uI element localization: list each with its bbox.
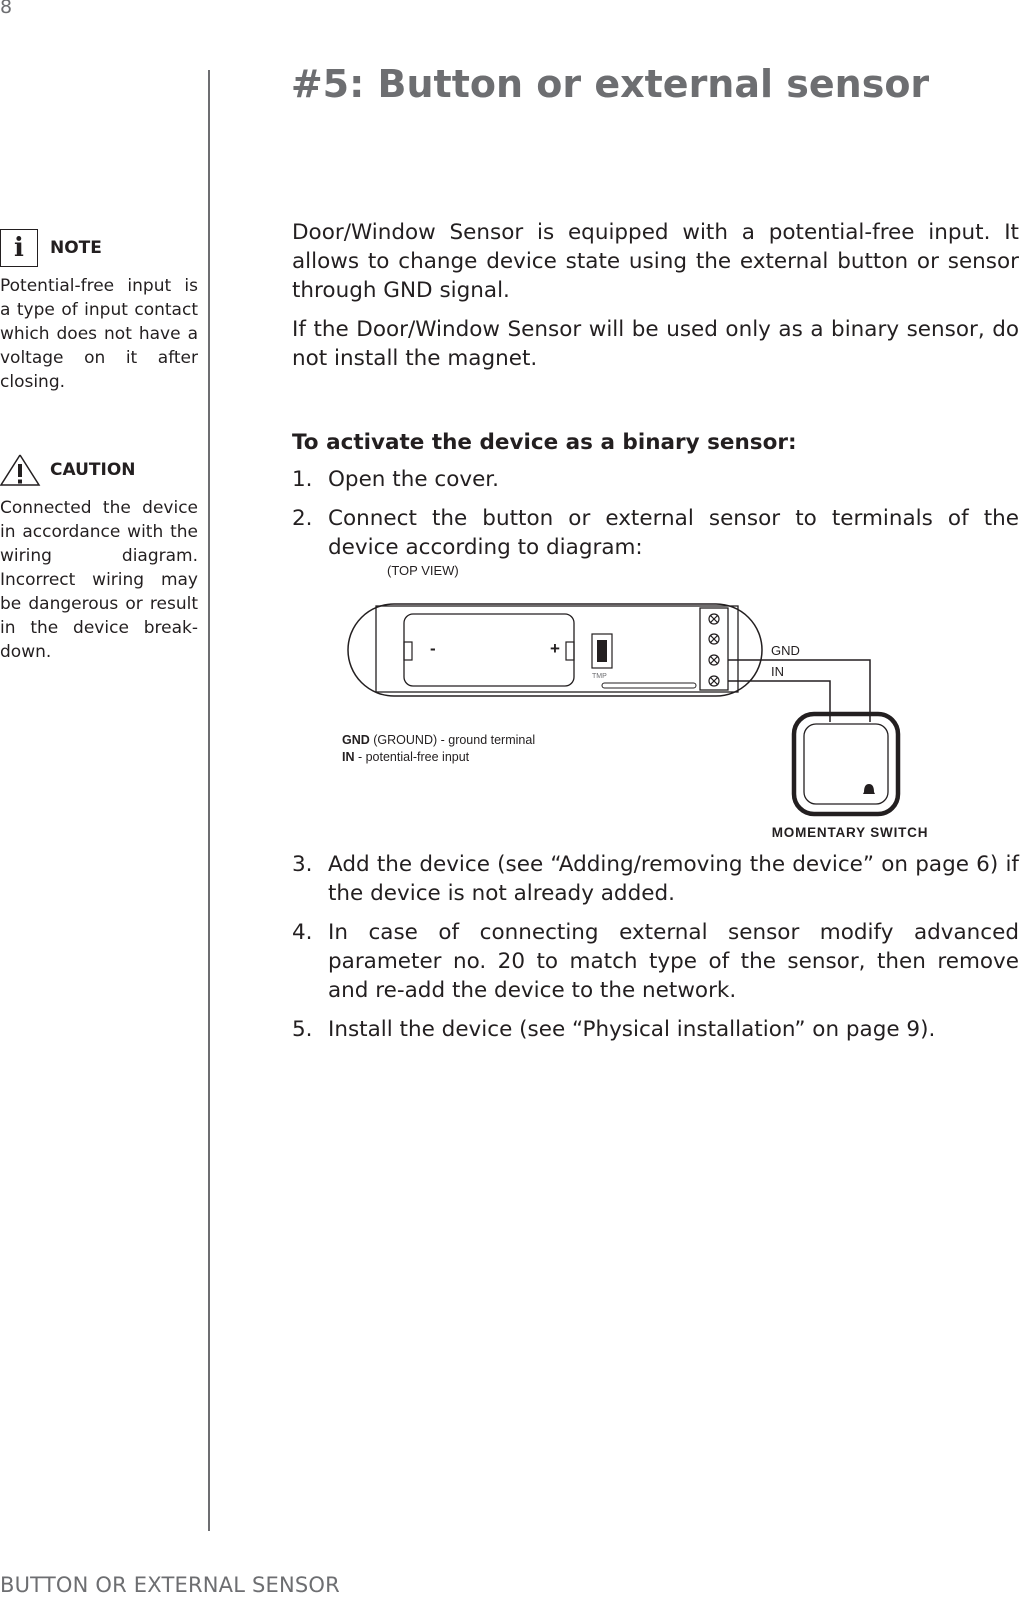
momentary-switch-label: MOMENTARY SWITCH [771, 825, 929, 840]
page-number: 8 [0, 0, 13, 18]
list-text: Open the cover. [328, 467, 500, 492]
list-number: 2. [292, 506, 313, 531]
list-number: 3. [292, 852, 313, 877]
switch-button [804, 724, 888, 804]
momentary-switch [794, 714, 898, 814]
list-number: 4. [292, 920, 313, 945]
section-heading: To activate the device as a binary sensor: [292, 430, 797, 455]
terminal-block [700, 608, 728, 690]
list-item [292, 918, 1019, 1005]
footer-section-title: BUTTON OR EXTERNAL SENSOR [0, 1573, 340, 1597]
main-content [292, 218, 1019, 572]
list-text: Connect the button or external sensor to terminals of the device according to diagram: [328, 506, 1019, 560]
legend-gnd [342, 733, 535, 747]
caution-text: Connected the device in accordance with the wiring diagram. Incorrect wiring may be dangerous or result in the device break-down. [0, 498, 198, 662]
intro-paragraph-1: Door/Window Sensor is equipped with a potential-free input. It allows to change device state using the external button or sensor through GND signal. [292, 220, 1019, 303]
page-title: #5: Button or external sensor [290, 62, 930, 106]
gnd-label: GND [771, 643, 800, 658]
note-header [0, 228, 198, 268]
reed-switch [602, 683, 696, 688]
caution-box [0, 450, 198, 664]
battery-minus-label: - [430, 639, 436, 658]
note-box [0, 228, 198, 394]
intro-paragraph-2: If the Door/Window Sensor will be used only as a binary sensor, do not install the magnet. [292, 317, 1019, 371]
list-text: Install the device (see “Physical installation” on page 9). [328, 1017, 936, 1042]
column-divider [208, 70, 210, 1531]
list-text: In case of connecting external sensor modify advanced parameter no. 20 to match type of the sensor, then remove and re-add the device to the network. [328, 920, 1019, 1003]
info-icon: i [0, 229, 38, 267]
terminal-screws [709, 614, 719, 686]
legend-in-desc: - potential-free input [354, 750, 470, 764]
list-item [292, 1015, 1019, 1044]
legend-in-term: IN [342, 750, 355, 764]
legend-gnd-term: GND [342, 733, 370, 747]
caution-label: CAUTION [50, 460, 136, 480]
note-text: Potential-free input is a type of input contact which does not have a voltage on it after closing. [0, 276, 198, 392]
wiring-diagram [330, 562, 990, 852]
caution-header [0, 450, 198, 490]
battery-plus-label: + [550, 639, 560, 658]
warning-icon [0, 452, 42, 488]
tamper-switch-knob [597, 640, 607, 662]
bell-icon [863, 784, 875, 794]
list-text: Add the device (see “Adding/removing the device” on page 6) if the device is not already added. [328, 852, 1019, 906]
list-number: 5. [292, 1017, 313, 1042]
battery-contact-left [404, 642, 412, 660]
steps-continued [292, 850, 1019, 1054]
note-label: NOTE [50, 238, 102, 258]
battery-contact-right [566, 642, 574, 660]
list-number: 1. [292, 467, 313, 492]
tamper-label: TMP [592, 673, 607, 680]
list-item [292, 504, 1019, 562]
in-label: IN [771, 664, 784, 679]
list-item [292, 850, 1019, 908]
list-item [292, 465, 1019, 494]
top-view-label: (TOP VIEW) [387, 563, 459, 578]
legend-in [342, 750, 470, 764]
legend-gnd-desc: (GROUND) - ground terminal [369, 733, 536, 747]
